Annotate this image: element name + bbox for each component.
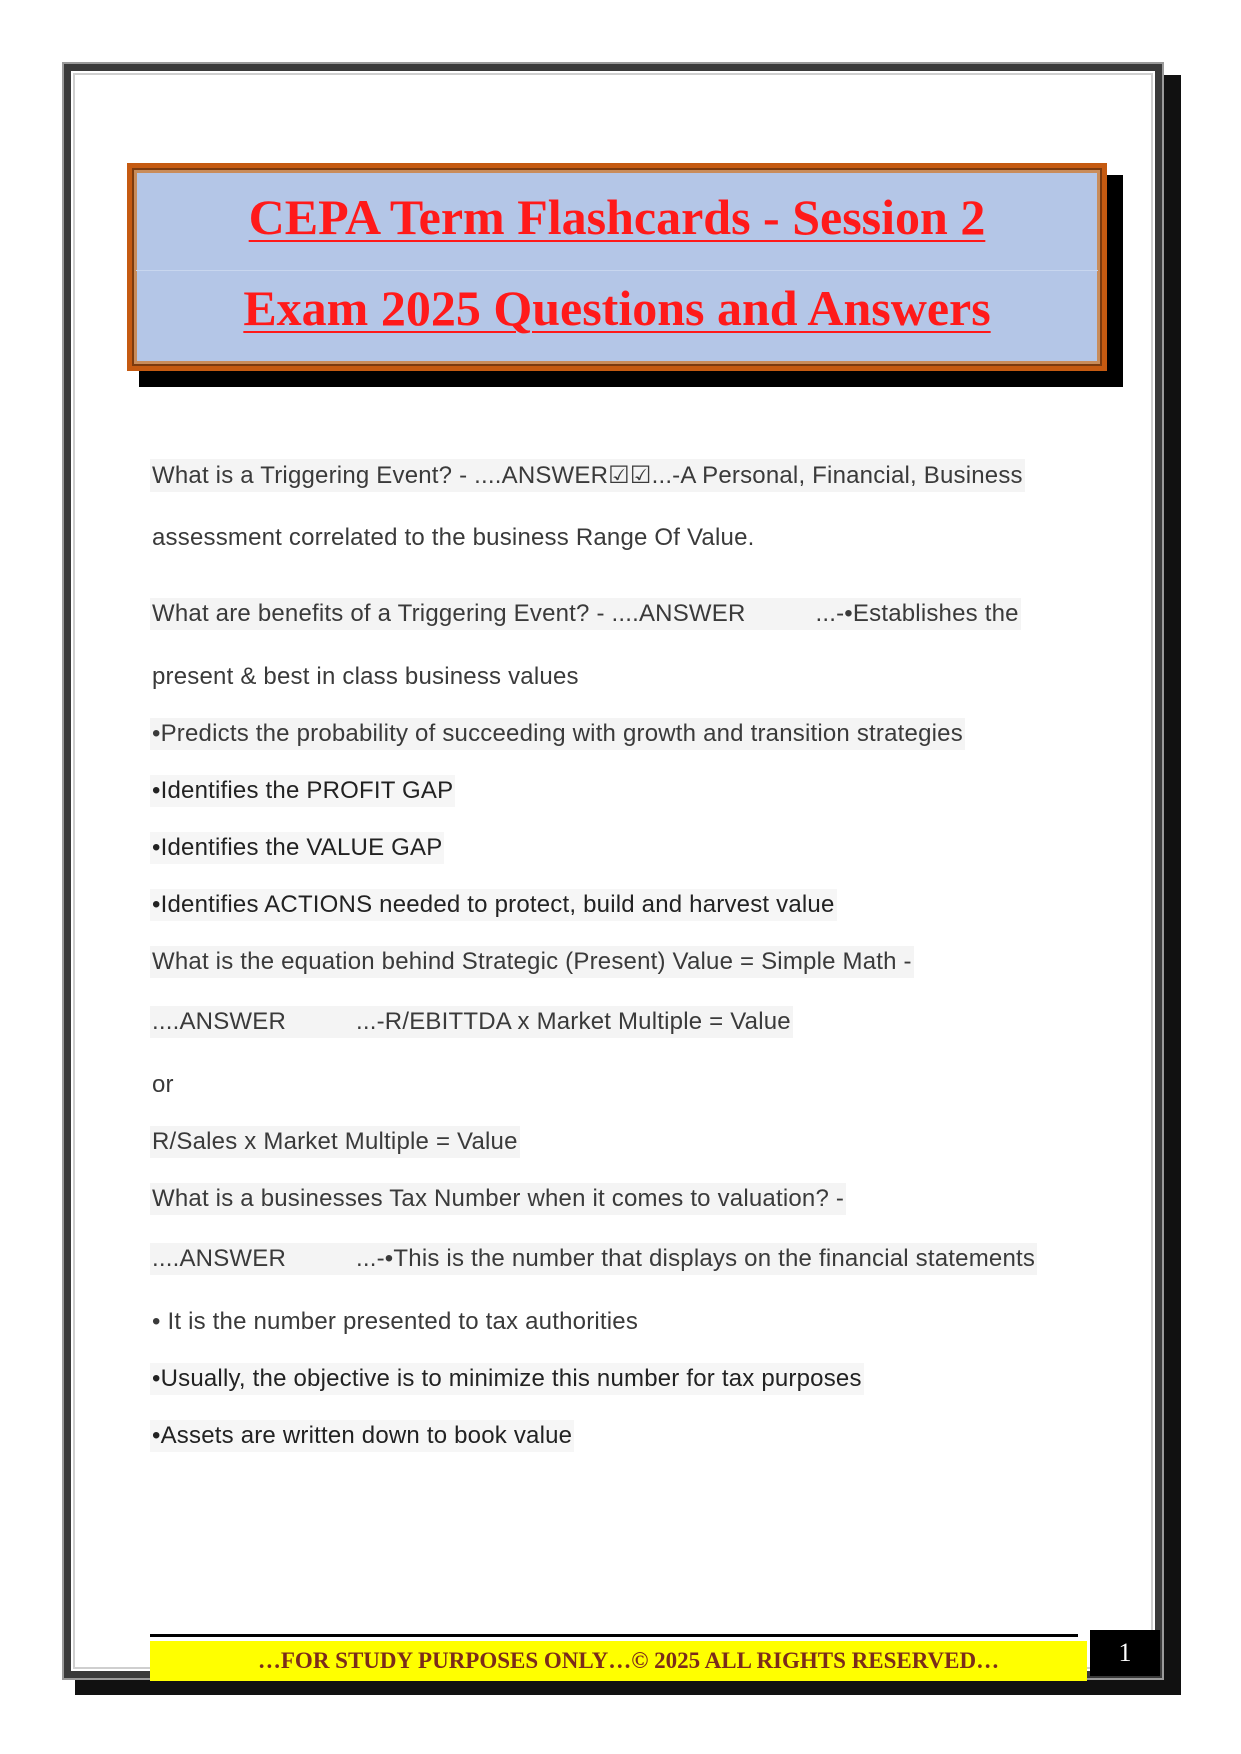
question-3-answer-label: ....ANSWER [152, 1008, 287, 1035]
question-4-bullet-2: •Usually, the objective is to minimize this number for tax purposes [150, 1363, 864, 1395]
benefit-bullet-3: •Identifies the VALUE GAP [150, 832, 444, 864]
question-1-line-1: What is a Triggering Event? - ....ANSWER☑☑...-A Personal, Financial, Business [150, 459, 1025, 492]
footer-rule [150, 1634, 1078, 1637]
question-4-line-2 [150, 1243, 1037, 1275]
question-3-line-3: R/Sales x Market Multiple = Value [150, 1126, 520, 1158]
question-2-line-1 [150, 598, 1021, 630]
question-4-bullet-1: • It is the number presented to tax authorities [152, 1308, 639, 1335]
question-3-answer: ...-R/EBITTDA x Market Multiple = Value [356, 1008, 791, 1035]
title-divider [136, 270, 1098, 271]
benefit-bullet-1: •Predicts the probability of succeeding with growth and transition strategies [150, 718, 965, 750]
question-1-line-2: assessment correlated to the business Range Of Value. [152, 524, 755, 551]
question-4-bullet-3: •Assets are written down to book value [150, 1420, 574, 1452]
benefit-bullet-2: •Identifies the PROFIT GAP [150, 775, 455, 807]
title-line-2: Exam 2025 Questions and Answers [243, 280, 991, 336]
benefit-bullet-4: •Identifies ACTIONS needed to protect, build and harvest value [150, 889, 837, 921]
title-box [127, 163, 1107, 371]
question-2-line-1-answer: ...-•Establishes the [815, 600, 1019, 627]
question-3-line-1: What is the equation behind Strategic (Present) Value = Simple Math - [150, 946, 914, 978]
question-4-answer-label: ....ANSWER [152, 1245, 287, 1272]
question-2-line-2: present & best in class business values [152, 663, 579, 690]
question-4-line-1: What is a businesses Tax Number when it comes to valuation? - [150, 1183, 846, 1215]
footer-notice: …FOR STUDY PURPOSES ONLY…© 2025 ALL RIGHTS RESERVED… [150, 1641, 1087, 1681]
question-4-answer: ...-•This is the number that displays on the financial statements [356, 1245, 1036, 1272]
question-3-or: or [152, 1071, 174, 1098]
question-2-line-1-question: What are benefits of a Triggering Event? - ....ANSWER [152, 600, 746, 627]
title-line-1: CEPA Term Flashcards - Session 2 [248, 189, 986, 245]
page-number: 1 [1090, 1630, 1160, 1676]
question-3-line-2 [150, 1006, 793, 1038]
